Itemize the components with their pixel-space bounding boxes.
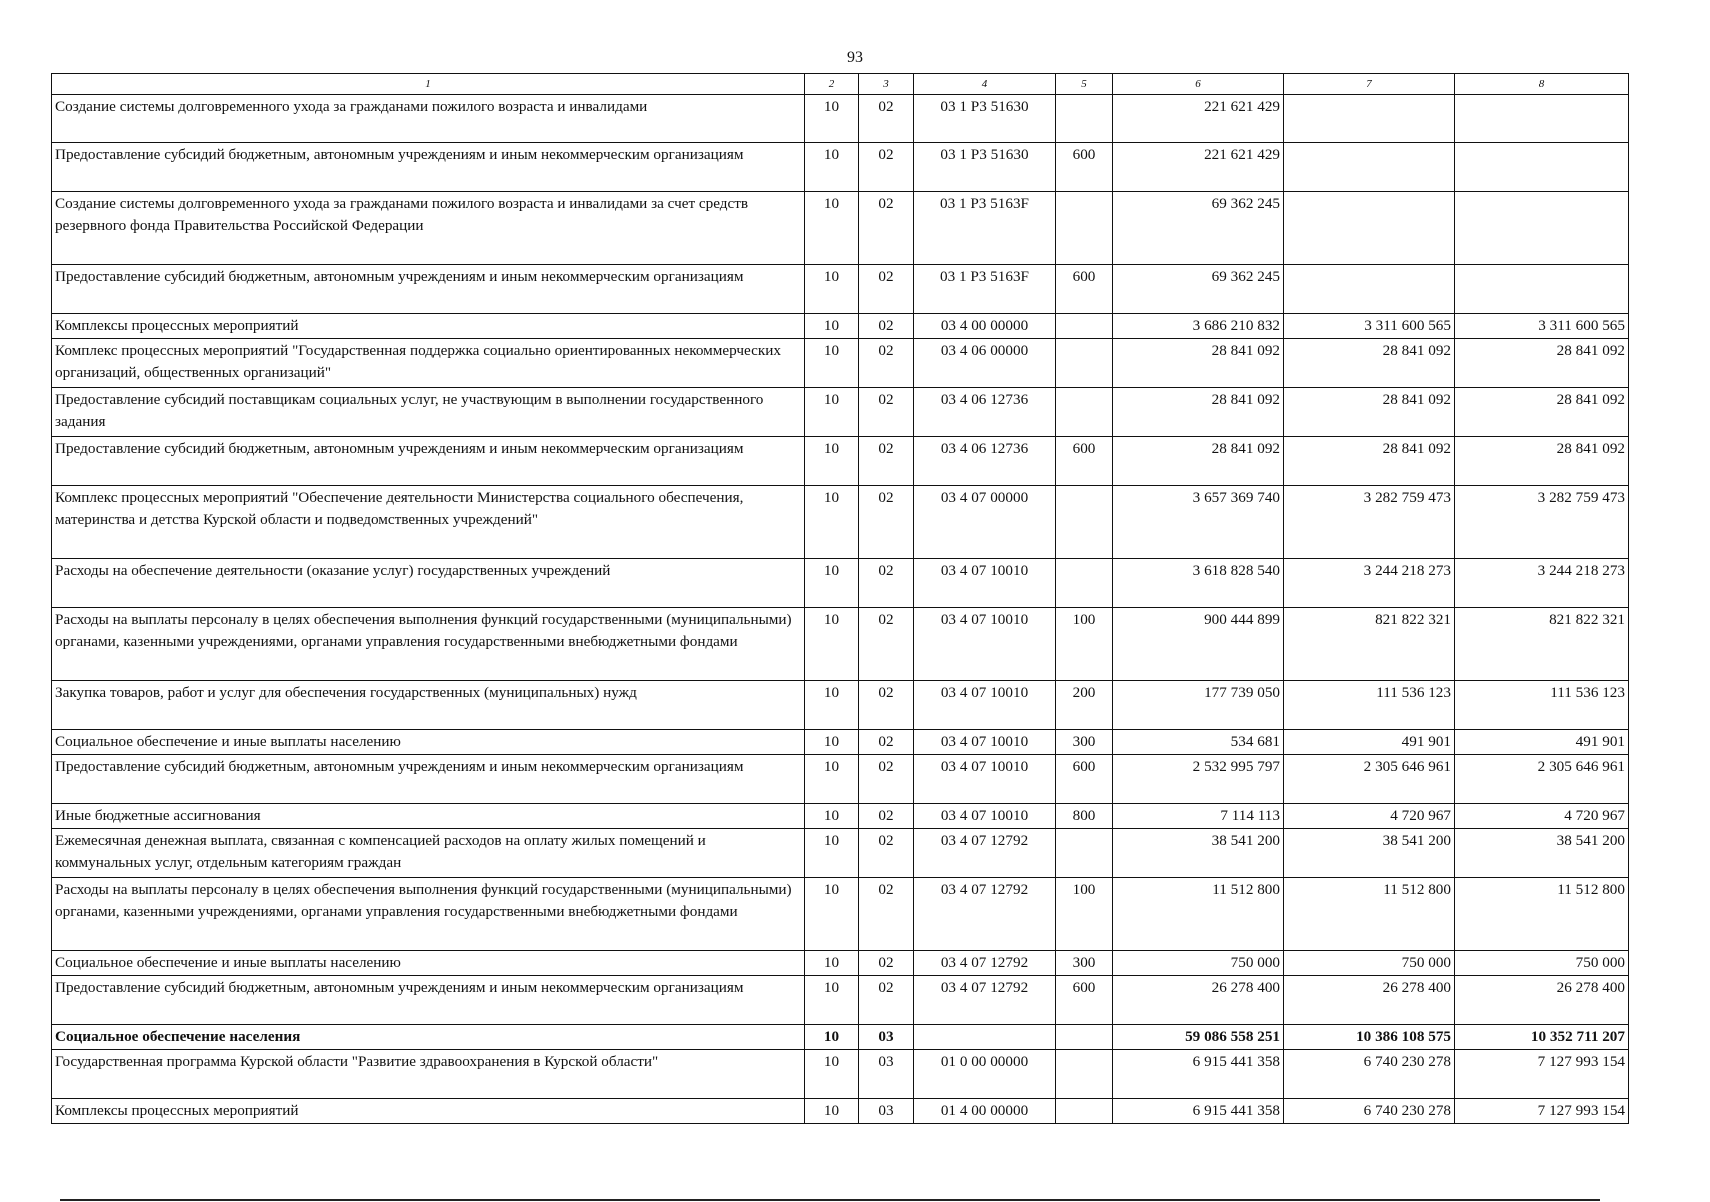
cell-amount-col6: 7 114 113 xyxy=(1113,804,1284,829)
cell-subsection: 02 xyxy=(859,95,914,143)
cell-target-article: 03 4 07 12792 xyxy=(914,951,1056,976)
cell-target-article: 03 4 06 12736 xyxy=(914,388,1056,437)
cell-amount-col6: 6 915 441 358 xyxy=(1113,1099,1284,1124)
cell-amount-col7: 28 841 092 xyxy=(1284,339,1455,388)
cell-amount-col8 xyxy=(1455,143,1629,192)
table-row xyxy=(52,804,1629,829)
budget-table xyxy=(51,73,1629,1124)
cell-amount-col6: 38 541 200 xyxy=(1113,829,1284,878)
cell-amount-col7: 6 740 230 278 xyxy=(1284,1099,1455,1124)
cell-name: Комплексы процессных мероприятий xyxy=(52,1099,805,1124)
cell-amount-col7: 26 278 400 xyxy=(1284,976,1455,1025)
table-row xyxy=(52,829,1629,878)
table-row xyxy=(52,730,1629,755)
cell-expense-type xyxy=(1056,192,1113,265)
cell-amount-col8: 7 127 993 154 xyxy=(1455,1099,1629,1124)
cell-subsection: 02 xyxy=(859,314,914,339)
cell-subsection: 02 xyxy=(859,730,914,755)
cell-amount-col7 xyxy=(1284,143,1455,192)
cell-amount-col8: 3 311 600 565 xyxy=(1455,314,1629,339)
cell-amount-col7: 3 311 600 565 xyxy=(1284,314,1455,339)
cell-amount-col8: 2 305 646 961 xyxy=(1455,755,1629,804)
cell-amount-col6: 69 362 245 xyxy=(1113,265,1284,314)
cell-amount-col8: 491 901 xyxy=(1455,730,1629,755)
cell-expense-type xyxy=(1056,1025,1113,1050)
cell-expense-type: 600 xyxy=(1056,976,1113,1025)
table-row xyxy=(52,951,1629,976)
cell-section: 10 xyxy=(805,878,859,951)
cell-subsection: 02 xyxy=(859,608,914,681)
cell-name: Расходы на выплаты персоналу в целях обеспечения выполнения функций государственными (муниципальными) органами, казенными учреждениями, органами управления государственными внебюджетными фондами xyxy=(52,878,805,951)
cell-expense-type xyxy=(1056,1099,1113,1124)
cell-section: 10 xyxy=(805,314,859,339)
cell-name: Государственная программа Курской области "Развитие здравоохранения в Курской области" xyxy=(52,1050,805,1099)
cell-amount-col6: 221 621 429 xyxy=(1113,95,1284,143)
cell-amount-col6: 177 739 050 xyxy=(1113,681,1284,730)
cell-amount-col7: 491 901 xyxy=(1284,730,1455,755)
cell-name: Социальное обеспечение населения xyxy=(52,1025,805,1050)
cell-amount-col8: 821 822 321 xyxy=(1455,608,1629,681)
table-row xyxy=(52,1025,1629,1050)
cell-section: 10 xyxy=(805,951,859,976)
cell-amount-col8: 38 541 200 xyxy=(1455,829,1629,878)
cell-target-article: 03 1 P3 5163F xyxy=(914,192,1056,265)
cell-amount-col7: 38 541 200 xyxy=(1284,829,1455,878)
table-row xyxy=(52,95,1629,143)
cell-name: Комплекс процессных мероприятий "Государственная поддержка социально ориентированных некоммерческих организаций, общественных организаций" xyxy=(52,339,805,388)
cell-subsection: 02 xyxy=(859,192,914,265)
cell-name: Предоставление субсидий поставщикам социальных услуг, не участвующим в выполнении государственного задания xyxy=(52,388,805,437)
column-number: 3 xyxy=(859,74,914,95)
cell-target-article: 03 4 06 00000 xyxy=(914,339,1056,388)
cell-target-article: 01 4 00 00000 xyxy=(914,1099,1056,1124)
table-row xyxy=(52,388,1629,437)
cell-amount-col6: 221 621 429 xyxy=(1113,143,1284,192)
cell-subsection: 03 xyxy=(859,1099,914,1124)
table-row xyxy=(52,437,1629,486)
cell-amount-col7: 3 244 218 273 xyxy=(1284,559,1455,608)
cell-name: Предоставление субсидий бюджетным, автономным учреждениям и иным некоммерческим организациям xyxy=(52,265,805,314)
cell-section: 10 xyxy=(805,559,859,608)
cell-amount-col7: 28 841 092 xyxy=(1284,388,1455,437)
cell-section: 10 xyxy=(805,829,859,878)
cell-subsection: 03 xyxy=(859,1050,914,1099)
cell-expense-type xyxy=(1056,829,1113,878)
cell-target-article: 03 4 07 12792 xyxy=(914,976,1056,1025)
cell-target-article: 03 4 07 12792 xyxy=(914,878,1056,951)
cell-expense-type: 300 xyxy=(1056,730,1113,755)
cell-section: 10 xyxy=(805,1099,859,1124)
cell-amount-col7: 111 536 123 xyxy=(1284,681,1455,730)
table-row xyxy=(52,1099,1629,1124)
cell-section: 10 xyxy=(805,437,859,486)
cell-name: Расходы на обеспечение деятельности (оказание услуг) государственных учреждений xyxy=(52,559,805,608)
column-number: 5 xyxy=(1056,74,1113,95)
cell-name: Предоставление субсидий бюджетным, автономным учреждениям и иным некоммерческим организациям xyxy=(52,143,805,192)
cell-target-article: 03 4 07 10010 xyxy=(914,755,1056,804)
cell-amount-col8: 3 244 218 273 xyxy=(1455,559,1629,608)
cell-name: Иные бюджетные ассигнования xyxy=(52,804,805,829)
cell-section: 10 xyxy=(805,608,859,681)
cell-amount-col6: 3 657 369 740 xyxy=(1113,486,1284,559)
cell-section: 10 xyxy=(805,388,859,437)
cell-target-article: 03 4 07 12792 xyxy=(914,829,1056,878)
cell-amount-col8 xyxy=(1455,95,1629,143)
cell-amount-col6: 28 841 092 xyxy=(1113,388,1284,437)
cell-amount-col6: 26 278 400 xyxy=(1113,976,1284,1025)
cell-amount-col7: 750 000 xyxy=(1284,951,1455,976)
table-row xyxy=(52,1050,1629,1099)
cell-name: Комплекс процессных мероприятий "Обеспечение деятельности Министерства социального обеспечения, материнства и детства Курской области и подведомственных учреждений" xyxy=(52,486,805,559)
cell-amount-col8: 28 841 092 xyxy=(1455,388,1629,437)
cell-expense-type: 300 xyxy=(1056,951,1113,976)
page-number: 93 xyxy=(847,49,863,66)
column-number: 6 xyxy=(1113,74,1284,95)
cell-section: 10 xyxy=(805,804,859,829)
cell-amount-col6: 28 841 092 xyxy=(1113,437,1284,486)
cell-subsection: 02 xyxy=(859,878,914,951)
cell-amount-col8 xyxy=(1455,265,1629,314)
cell-amount-col8: 11 512 800 xyxy=(1455,878,1629,951)
cell-name: Предоставление субсидий бюджетным, автономным учреждениям и иным некоммерческим организациям xyxy=(52,976,805,1025)
table-row xyxy=(52,755,1629,804)
column-number: 2 xyxy=(805,74,859,95)
cell-expense-type: 600 xyxy=(1056,143,1113,192)
cell-expense-type: 600 xyxy=(1056,437,1113,486)
table-row xyxy=(52,486,1629,559)
table-row xyxy=(52,265,1629,314)
table-body xyxy=(52,95,1629,1124)
cell-expense-type xyxy=(1056,388,1113,437)
cell-name: Предоставление субсидий бюджетным, автономным учреждениям и иным некоммерческим организациям xyxy=(52,755,805,804)
cell-expense-type: 100 xyxy=(1056,878,1113,951)
cell-section: 10 xyxy=(805,95,859,143)
cell-expense-type xyxy=(1056,314,1113,339)
cell-name: Социальное обеспечение и иные выплаты населению xyxy=(52,951,805,976)
cell-expense-type: 200 xyxy=(1056,681,1113,730)
cell-amount-col6: 2 532 995 797 xyxy=(1113,755,1284,804)
cell-subsection: 02 xyxy=(859,755,914,804)
cell-amount-col8: 28 841 092 xyxy=(1455,437,1629,486)
cell-amount-col6: 28 841 092 xyxy=(1113,339,1284,388)
cell-expense-type xyxy=(1056,486,1113,559)
cell-target-article xyxy=(914,1025,1056,1050)
cell-subsection: 02 xyxy=(859,486,914,559)
cell-target-article: 03 1 P3 51630 xyxy=(914,95,1056,143)
cell-expense-type: 100 xyxy=(1056,608,1113,681)
cell-amount-col6: 69 362 245 xyxy=(1113,192,1284,265)
cell-subsection: 02 xyxy=(859,681,914,730)
cell-target-article: 03 1 P3 5163F xyxy=(914,265,1056,314)
cell-name: Ежемесячная денежная выплата, связанная с компенсацией расходов на оплату жилых помещений и коммунальных услуг, отдельным категориям граждан xyxy=(52,829,805,878)
cell-amount-col8: 4 720 967 xyxy=(1455,804,1629,829)
cell-name: Комплексы процессных мероприятий xyxy=(52,314,805,339)
cell-subsection: 02 xyxy=(859,388,914,437)
cell-section: 10 xyxy=(805,1050,859,1099)
cell-section: 10 xyxy=(805,1025,859,1050)
column-number: 7 xyxy=(1284,74,1455,95)
column-number-row xyxy=(52,74,1629,95)
cell-target-article: 03 4 07 10010 xyxy=(914,730,1056,755)
cell-target-article: 03 4 07 10010 xyxy=(914,559,1056,608)
cell-expense-type xyxy=(1056,95,1113,143)
cell-name: Социальное обеспечение и иные выплаты населению xyxy=(52,730,805,755)
cell-expense-type xyxy=(1056,559,1113,608)
cell-expense-type: 600 xyxy=(1056,265,1113,314)
cell-amount-col8: 28 841 092 xyxy=(1455,339,1629,388)
cell-subsection: 02 xyxy=(859,559,914,608)
table-row xyxy=(52,314,1629,339)
cell-amount-col7: 10 386 108 575 xyxy=(1284,1025,1455,1050)
cell-amount-col7: 821 822 321 xyxy=(1284,608,1455,681)
cell-section: 10 xyxy=(805,486,859,559)
cell-name: Закупка товаров, работ и услуг для обеспечения государственных (муниципальных) нужд xyxy=(52,681,805,730)
cell-amount-col8: 10 352 711 207 xyxy=(1455,1025,1629,1050)
table-row xyxy=(52,608,1629,681)
cell-expense-type: 800 xyxy=(1056,804,1113,829)
cell-subsection: 02 xyxy=(859,976,914,1025)
cell-subsection: 02 xyxy=(859,829,914,878)
cell-amount-col8: 3 282 759 473 xyxy=(1455,486,1629,559)
cell-subsection: 02 xyxy=(859,265,914,314)
cell-target-article: 03 4 07 10010 xyxy=(914,681,1056,730)
table-row xyxy=(52,559,1629,608)
cell-subsection: 02 xyxy=(859,143,914,192)
cell-name: Создание системы долговременного ухода за гражданами пожилого возраста и инвалидами xyxy=(52,95,805,143)
cell-amount-col7: 3 282 759 473 xyxy=(1284,486,1455,559)
cell-subsection: 02 xyxy=(859,437,914,486)
cell-amount-col8: 750 000 xyxy=(1455,951,1629,976)
cell-amount-col6: 6 915 441 358 xyxy=(1113,1050,1284,1099)
cell-section: 10 xyxy=(805,976,859,1025)
cell-amount-col8: 7 127 993 154 xyxy=(1455,1050,1629,1099)
cell-amount-col6: 534 681 xyxy=(1113,730,1284,755)
cell-amount-col7: 11 512 800 xyxy=(1284,878,1455,951)
cell-target-article: 03 4 07 10010 xyxy=(914,608,1056,681)
table-row xyxy=(52,339,1629,388)
cell-subsection: 03 xyxy=(859,1025,914,1050)
table-row xyxy=(52,192,1629,265)
cell-amount-col8: 111 536 123 xyxy=(1455,681,1629,730)
cell-section: 10 xyxy=(805,681,859,730)
cell-amount-col7: 4 720 967 xyxy=(1284,804,1455,829)
cell-amount-col8: 26 278 400 xyxy=(1455,976,1629,1025)
cell-amount-col7 xyxy=(1284,95,1455,143)
cell-expense-type xyxy=(1056,339,1113,388)
cell-amount-col8 xyxy=(1455,192,1629,265)
cell-amount-col7: 6 740 230 278 xyxy=(1284,1050,1455,1099)
cell-amount-col6: 900 444 899 xyxy=(1113,608,1284,681)
cell-target-article: 03 4 00 00000 xyxy=(914,314,1056,339)
cell-section: 10 xyxy=(805,730,859,755)
cell-amount-col6: 3 618 828 540 xyxy=(1113,559,1284,608)
cell-name: Создание системы долговременного ухода за гражданами пожилого возраста и инвалидами за счет средств резервного фонда Правительства Российской Федерации xyxy=(52,192,805,265)
cell-section: 10 xyxy=(805,143,859,192)
cell-section: 10 xyxy=(805,339,859,388)
cell-name: Предоставление субсидий бюджетным, автономным учреждениям и иным некоммерческим организациям xyxy=(52,437,805,486)
column-number: 8 xyxy=(1455,74,1629,95)
cell-amount-col6: 750 000 xyxy=(1113,951,1284,976)
cell-amount-col7 xyxy=(1284,265,1455,314)
cell-subsection: 02 xyxy=(859,951,914,976)
cell-section: 10 xyxy=(805,755,859,804)
cell-expense-type: 600 xyxy=(1056,755,1113,804)
cell-target-article: 03 4 06 12736 xyxy=(914,437,1056,486)
cell-amount-col6: 59 086 558 251 xyxy=(1113,1025,1284,1050)
table-row xyxy=(52,681,1629,730)
table-row xyxy=(52,878,1629,951)
cell-section: 10 xyxy=(805,265,859,314)
cell-target-article: 03 4 07 10010 xyxy=(914,804,1056,829)
table-row xyxy=(52,143,1629,192)
cell-section: 10 xyxy=(805,192,859,265)
cell-subsection: 02 xyxy=(859,804,914,829)
column-number: 4 xyxy=(914,74,1056,95)
cell-name: Расходы на выплаты персоналу в целях обеспечения выполнения функций государственными (муниципальными) органами, казенными учреждениями, органами управления государственными внебюджетными фондами xyxy=(52,608,805,681)
cell-subsection: 02 xyxy=(859,339,914,388)
cell-amount-col7: 28 841 092 xyxy=(1284,437,1455,486)
cell-expense-type xyxy=(1056,1050,1113,1099)
column-number: 1 xyxy=(52,74,805,95)
cell-amount-col7 xyxy=(1284,192,1455,265)
cell-target-article: 01 0 00 00000 xyxy=(914,1050,1056,1099)
table-row xyxy=(52,976,1629,1025)
cell-target-article: 03 4 07 00000 xyxy=(914,486,1056,559)
cell-target-article: 03 1 P3 51630 xyxy=(914,143,1056,192)
cell-amount-col7: 2 305 646 961 xyxy=(1284,755,1455,804)
cell-amount-col6: 3 686 210 832 xyxy=(1113,314,1284,339)
cell-amount-col6: 11 512 800 xyxy=(1113,878,1284,951)
